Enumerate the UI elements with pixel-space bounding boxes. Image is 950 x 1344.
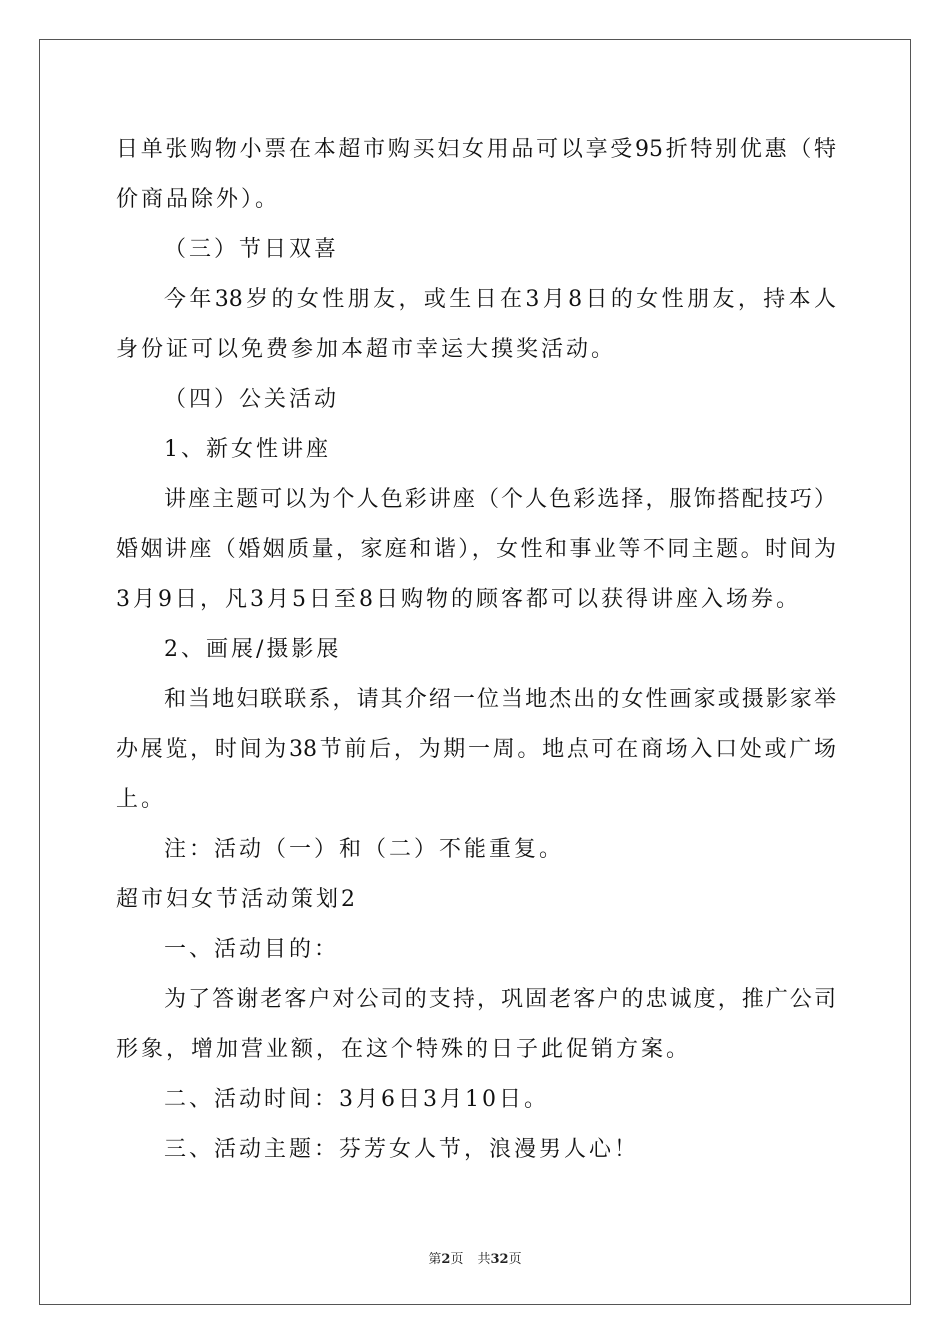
footer-prefix: 第: [428, 1252, 442, 1267]
page-footer: [0, 1248, 950, 1267]
footer-total-suffix: 页: [508, 1252, 522, 1267]
footer-total-prefix: 共: [477, 1252, 491, 1267]
paragraph-line: 和当地妇联联系，请其介绍一位当地杰出的女性画家或摄影家举: [164, 687, 836, 712]
paragraph-line: 上。: [116, 787, 167, 812]
paragraph-line: 今年38岁的女性朋友，或生日在3月8日的女性朋友，持本人: [164, 287, 836, 312]
paragraph-line: 婚姻讲座（婚姻质量，家庭和谐），女性和事业等不同主题。时间为: [116, 537, 836, 562]
paragraph-line: 3月9日，凡3月5日至8日购物的顾客都可以获得讲座入场券。: [116, 587, 801, 612]
paragraph-line: 讲座主题可以为个人色彩讲座（个人色彩选择，服饰搭配技巧）: [164, 487, 836, 512]
paragraph-line: 办展览，时间为38节前后，为期一周。地点可在商场入口处或广场: [116, 737, 836, 762]
subsection-heading: 1、新女性讲座: [164, 437, 331, 462]
section-heading: （四）公关活动: [164, 387, 340, 412]
footer-page-suffix: 页: [450, 1252, 464, 1267]
section-heading: 一、活动目的：: [164, 937, 340, 962]
total-page-count: 32: [490, 1252, 509, 1267]
paragraph-line: 身份证可以免费参加本超市幸运大摸奖活动。: [116, 337, 617, 362]
document-body: [116, 130, 836, 1180]
paragraph-line: 价商品除外）。: [116, 187, 281, 212]
section-heading: 二、活动时间：3月6日3月10日。: [164, 1087, 549, 1112]
subsection-heading: 2、画展/摄影展: [164, 637, 342, 662]
current-page-number: 2: [441, 1252, 451, 1267]
section-heading: 三、活动主题：芬芳女人节，浪漫男人心！: [164, 1137, 640, 1162]
paragraph-line: 日单张购物小票在本超市购买妇女用品可以享受95折特别优惠（特: [116, 137, 836, 162]
section-heading: （三）节日双喜: [164, 237, 340, 262]
paragraph-line: 形象，增加营业额，在这个特殊的日子此促销方案。: [116, 1037, 692, 1062]
document-title: 超市妇女节活动策划2: [116, 887, 358, 912]
note-line: 注：活动（一）和（二）不能重复。: [164, 837, 565, 862]
paragraph-line: 为了答谢老客户对公司的支持，巩固老客户的忠诚度，推广公司: [164, 987, 836, 1012]
